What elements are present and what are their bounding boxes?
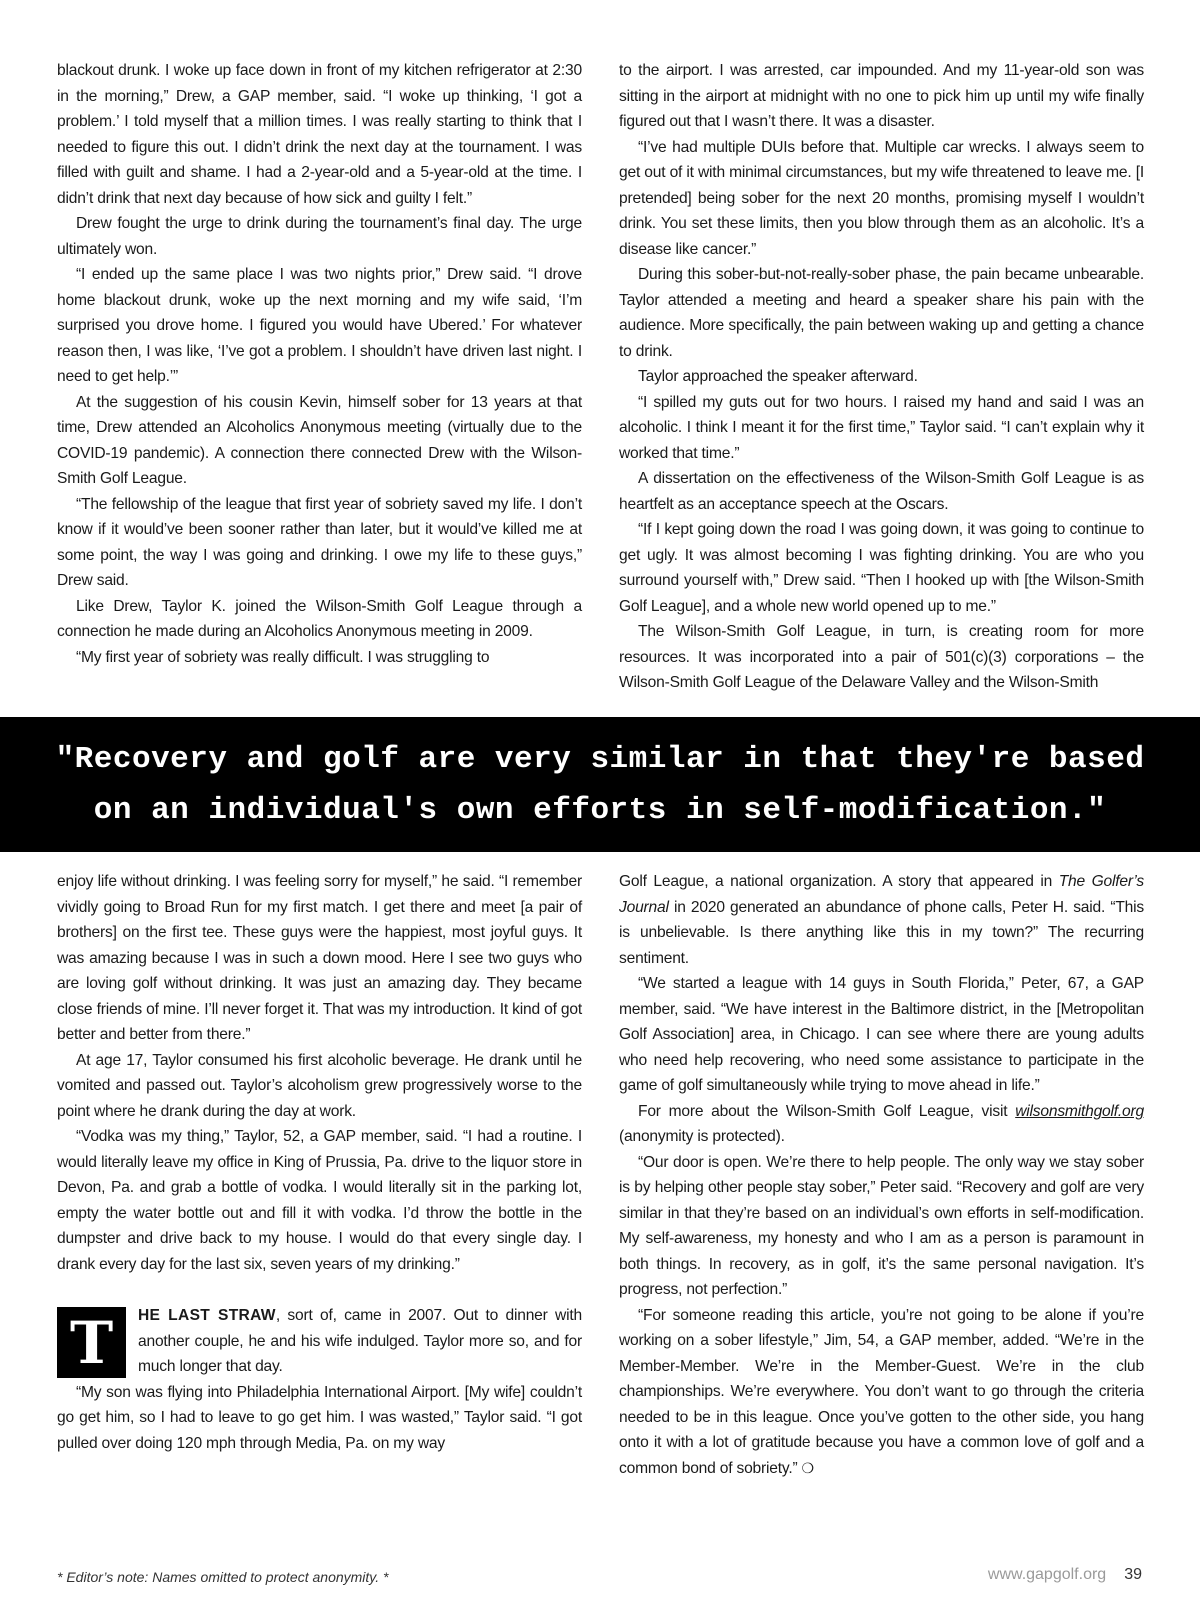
- paragraph: “If I kept going down the road I was going down, it was going to continue to get ugly. It was almost becoming I was fighting drinking. You are who you surround yourself with,” Drew said. “Then I hooked up with [the Wilson-Smith Golf League], and a whole new world opened up to me.”: [619, 521, 1144, 615]
- article-column-top-left: [57, 58, 582, 670]
- article-column-top-right: [619, 58, 1144, 696]
- paragraph: “The fellowship of the league that first year of sobriety saved my life. I don’t know if it would’ve been sooner rather than later, but it would’ve killed me at some point, the way I was going and drinking. I owe my life to these guys,” Drew said.: [57, 495, 582, 589]
- paragraph: A dissertation on the effectiveness of the Wilson-Smith Golf League is as heartfelt as an acceptance speech at the Oscars.: [619, 470, 1144, 513]
- footer-right: [988, 1566, 1142, 1584]
- paragraph: “My first year of sobriety was really difficult. I was struggling to: [76, 648, 490, 666]
- paragraph: At age 17, Taylor consumed his first alcoholic beverage. He drank until he vomited and passed out. Taylor’s alcoholism grew progressively worse to the point where he drank during the day at work.: [57, 1051, 582, 1120]
- paragraph: Drew fought the urge to drink during the tournament’s final day. The urge ultimately won.: [57, 215, 582, 258]
- paragraph: At the suggestion of his cousin Kevin, himself sober for 13 years at that time, Drew attended an Alcoholics Anonymous meeting (virtually due to the COVID-19 pandemic). A connection there connected Drew with the Wilson-Smith Golf League.: [57, 393, 582, 487]
- paragraph: “My son was flying into Philadelphia International Airport. [My wife] couldn’t go get him, so I had to leave to go get him. I was wasted,” Taylor said. “I got pulled over doing 120 mph through Media, Pa. on my way: [57, 1383, 582, 1452]
- paragraph: “I ended up the same place I was two nights prior,” Drew said. “I drove home blackout drunk, woke up the next morning and my wife said, ‘I’m surprised you drove home. I figured you would have Ubered.’ For whatever reason then, I was like, ‘I’ve got a problem. I shouldn’t have driven last night. I need to get help.’”: [57, 266, 582, 385]
- paragraph: Taylor approached the speaker afterward.: [638, 368, 918, 385]
- paragraph: [619, 1099, 1144, 1150]
- end-mark-icon: ❍: [801, 1460, 814, 1477]
- lead-in: HE LAST STRAW: [138, 1307, 276, 1324]
- paragraph-text: , sort of, came in 2007. Out to dinner with another couple, he and his wife indulged. Taylor more so, and for much longer that day.: [138, 1307, 582, 1375]
- paragraph: blackout drunk. I woke up face down in front of my kitchen refrigerator at 2:30 in the morning,” Drew, a GAP member, said. “I woke up thinking, ‘I got a problem.’ I told myself that a million times. I was really starting to think that I needed to figure this out. I didn’t drink the next day at the tournament. I was filled with guilt and shame. I had a 2-year-old and a 5-year-old at the time. I didn’t drink that next day because of how sick and guilty I felt.”: [57, 62, 582, 207]
- footer-url[interactable]: www.gapgolf.org: [987, 1566, 1107, 1583]
- paragraph: enjoy life without drinking. I was feeling sorry for myself,” he said. “I remember vividly going to Broad Run for my first match. I get there and meet [a pair of brothers] on the first tee. These guys were the happiest, most joyful guys. It was amazing because I was in such a down mood. Here I see two guys who are loving golf without drinking. It was just an amazing day. They became close friends of mine. I’ll never forget it. That was my introduction. It kind of got better and better from there.”: [57, 873, 582, 1043]
- drop-cap: T: [57, 1307, 126, 1378]
- website-link[interactable]: wilsonsmithgolf.org: [1015, 1102, 1144, 1120]
- pull-quote: "Recovery and golf are very similar in that they're based on an individual's own efforts in self-modification.": [55, 741, 1145, 828]
- paragraph: [619, 869, 1144, 971]
- paragraph: During this sober-but-not-really-sober phase, the pain became unbearable. Taylor attended a meeting and heard a speaker share his pain with the audience. More specifically, the pain between waking up and getting a chance to drink.: [619, 266, 1144, 360]
- article-column-bottom-right: [619, 869, 1144, 1482]
- paragraph: Like Drew, Taylor K. joined the Wilson-Smith Golf League through a connection he made during an Alcoholics Anonymous meeting in 2009.: [57, 597, 582, 640]
- paragraph: [619, 1303, 1144, 1483]
- article-column-bottom-left: [57, 869, 582, 1456]
- paragraph: “I spilled my guts out for two hours. I raised my hand and said I was an alcoholic. I think I meant it for the first time,” Taylor said. “I can’t explain why it worked that time.”: [619, 393, 1144, 462]
- publication-title: The Golfer’s Journal: [619, 873, 1145, 916]
- section-opening: [57, 1303, 582, 1456]
- section-first-paragraph: [57, 1303, 582, 1380]
- paragraph-text: For more about the Wilson-Smith Golf League, visit: [638, 1102, 1016, 1120]
- paragraph-text: Golf League, a national organization. A story that appeared in: [619, 873, 1059, 890]
- editor-note: * Editor’s note: Names omitted to protect anonymity. *: [57, 1569, 389, 1585]
- paragraph: “I’ve had multiple DUIs before that. Multiple car wrecks. I always seem to get out of it with minimal circumstances, but my wife threatened to leave me. [I pretended] being sober for the next 20 months, promising myself I wouldn’t drink. You set these limits, then you blow through them as an alcoholic. It’s a disease like cancer.”: [619, 138, 1144, 258]
- paragraph-text: “For someone reading this article, you’re not going to be alone if you’re working on a sober lifestyle,” Jim, 54, a GAP member, added. “We’re in the Member-Member. We’re in the Member-Guest. We’re in the club championships. We’re everywhere. You don’t want to go through the criteria needed to be in this league. Once you’ve gotten to the other side, you hang onto it with a lot of gratitude because you have a common love of golf and a common bond of sobriety.”: [619, 1306, 1144, 1477]
- paragraph: The Wilson-Smith Golf League, in turn, is creating room for more resources. It was incorporated into a pair of 501(c)(3) corporations – the Wilson-Smith Golf League of the Delaware Valley and the Wilson-Smith: [619, 623, 1144, 691]
- page-number: 39: [1124, 1566, 1142, 1583]
- paragraph: “Vodka was my thing,” Taylor, 52, a GAP member, said. “I had a routine. I would literally leave my office in King of Prussia, Pa. drive to the liquor store in Devon, Pa. and grab a bottle of vodka. I would literally sit in the parking lot, empty the water bottle out and fill it with vodka. I’d throw the bottle in the dumpster and drive back to my house. I would do that every single day. I drank every day for the last six, seven years of my drinking.”: [57, 1128, 582, 1273]
- paragraph: to the airport. I was arrested, car impounded. And my 11-year-old son was sitting in the airport at midnight with no one to pick him up until my wife finally figured out that I wasn’t there. It was a disaster.: [619, 62, 1144, 130]
- paragraph: “We started a league with 14 guys in South Florida,” Peter, 67, a GAP member, said. “We have interest in the Baltimore district, in the [Metropolitan Golf Association] area, in Chicago. I can see where there are young adults who need help recovering, who need some assistance to participate in the game of golf simultaneously while trying to move ahead in life.”: [619, 975, 1144, 1094]
- paragraph: “Our door is open. We’re there to help people. The only way we stay sober is by helping other people stay sober,” Peter said. “Recovery and golf are very similar in that they’re based on an individual’s own efforts in self-modification. My self-awareness, my honesty and who I am as a person is paramount in both things. In recovery, as in golf, it’s the same personal navigation. It’s progress, not perfection.”: [619, 1153, 1144, 1298]
- paragraph-text: in 2020 generated an abundance of phone calls, Peter H. said. “This is unbelievable. Is there anything like this in my town?” The recurring sentiment.: [619, 898, 1144, 967]
- pull-quote-band: [0, 717, 1200, 852]
- paragraph-text: (anonymity is protected).: [619, 1128, 785, 1145]
